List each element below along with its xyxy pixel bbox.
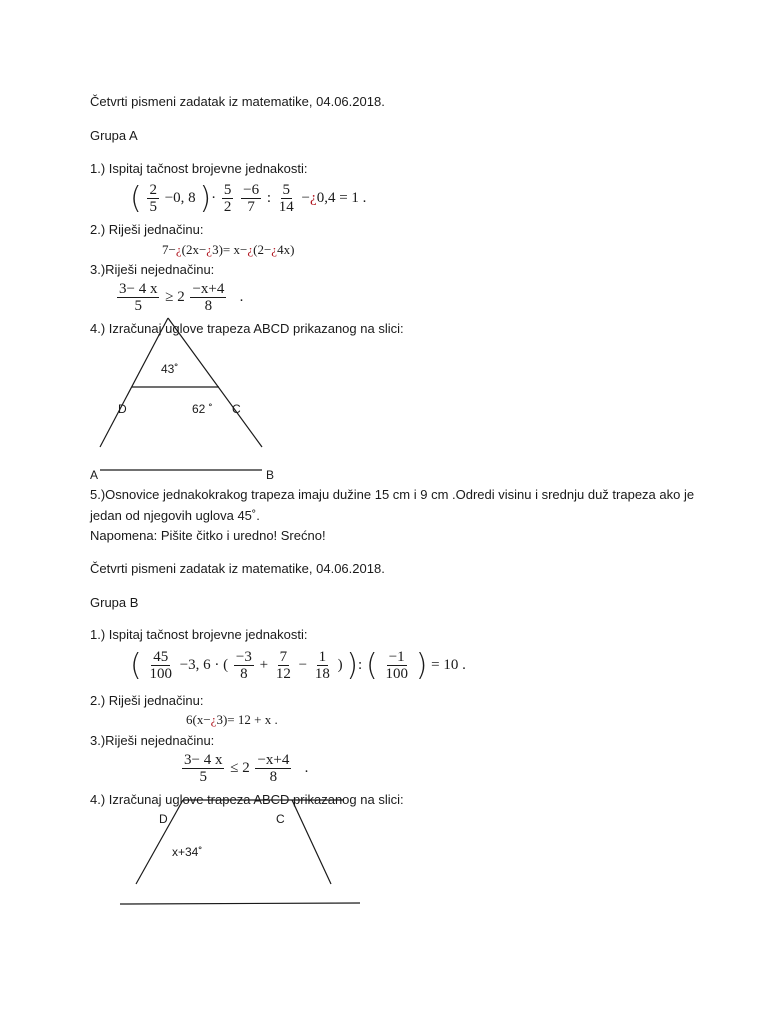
leg-right xyxy=(168,318,262,447)
task1-b-label xyxy=(90,627,308,642)
leg-right-b xyxy=(292,800,331,884)
group-a-title: Grupa A xyxy=(90,128,138,143)
paren-close: ) xyxy=(415,648,428,683)
task2-b-equation: 6(x−¿3)= 12 + x . xyxy=(186,712,278,727)
vertex-d: D xyxy=(118,402,127,416)
fraction: $\frac{1}{18}$ xyxy=(314,649,330,682)
task5-a-line2: jedan od njegovih uglova 45˚. xyxy=(90,508,260,523)
paren-close: ) xyxy=(199,181,212,216)
fraction: $\frac{-6}{7}$ xyxy=(243,182,260,215)
base-b xyxy=(120,903,360,904)
task3-a-inequality: $\frac{3- 4 x}{5}$ ≥ 2 $\frac{-x+4}{8}$ . xyxy=(119,281,244,314)
vertex-a: A xyxy=(90,468,99,482)
task3-b-label: 3.)Riješi nejednačinu: xyxy=(90,733,215,748)
task2-a-equation: 7−¿(2x−¿3)= x−¿(2−¿4x) xyxy=(162,242,295,257)
angle-label-b: x+34˚ xyxy=(172,845,203,859)
paren-open: ( xyxy=(130,648,142,683)
fraction: $\frac{5}{14}$ xyxy=(278,182,294,215)
fraction: $\frac{7}{12}$ xyxy=(275,649,291,682)
group-b-title: Grupa B xyxy=(90,595,139,610)
task3-b-inequality: $\frac{3- 4 x}{5}$ ≤ 2 $\frac{-x+4}{8}$ . xyxy=(184,752,309,785)
term: −0, 8 xyxy=(164,189,196,206)
header-a: Četvrti pismeni zadatak iz matematike, 04.06.2018. xyxy=(90,94,385,109)
vertex-c: C xyxy=(232,402,241,416)
fraction: $\frac{45}{100}$ xyxy=(149,649,172,682)
task5-a-line1: 5.)Osnovice jednakokrakog trapeza imaju dužine 15 cm i 9 cm .Odredi visinu i srednju duž trapeza ako je xyxy=(90,487,695,502)
fraction: $\frac{-x+4}{8}$ xyxy=(257,752,290,785)
task4-b-label: 4.) Izračunaj uglove trapeza ABCD prikazanog na slici: xyxy=(90,792,404,807)
fraction: $\frac{3- 4 x}{5}$ xyxy=(119,281,158,314)
note-a: Napomena: Pišite čitko i uredno! Srećno! xyxy=(90,528,326,543)
angle-label: 62 ˚ xyxy=(192,402,213,416)
vertex-c-b: C xyxy=(276,812,285,826)
leg-left xyxy=(100,318,168,447)
fraction: $\frac{-1}{100}$ xyxy=(385,649,408,682)
angle-label: 43˚ xyxy=(161,362,179,376)
fraction: $\frac{-3}{8}$ xyxy=(235,649,252,682)
fraction: $\frac{3- 4 x}{5}$ xyxy=(184,752,223,785)
fraction: $\frac{-x+4}{8}$ xyxy=(192,281,225,314)
task4-a-label: 4.) Izračunaj uglove trapeza ABCD prikazanog na slici: xyxy=(90,321,404,336)
task1-b-text: 1.) Ispitaj tačnost brojevne jednakosti: xyxy=(90,627,308,642)
paren-open: ( xyxy=(130,181,142,216)
task2-b-label: 2.) Riješi jednačinu: xyxy=(90,693,204,708)
header-b: Četvrti pismeni zadatak iz matematike, 04.06.2018. xyxy=(90,561,385,576)
task1-a-equation: ( $\frac{2}{5}$ −0, 8 )· $\frac{5}{2}$ $\frac{-6}{7}$ : $\frac{5}{14}$ −¿0,4 = 1 . xyxy=(130,181,367,216)
vertex-b: B xyxy=(266,468,275,482)
fraction: $\frac{5}{2}$ xyxy=(223,182,232,215)
vertex-d-b: D xyxy=(159,812,168,826)
paren-close: ) xyxy=(346,648,359,683)
paren-open: ( xyxy=(365,648,378,683)
task2-a-label: 2.) Riješi jednačinu: xyxy=(90,222,204,237)
task1-a-text: 1.) Ispitaj tačnost brojevne jednakosti: xyxy=(90,161,308,176)
task1-b-equation: ( $\frac{45}{100}$ −3, 6 · ( $\frac{-3}{8}$ + $\frac{7}{12}$ − $\frac{1}{18}$ ) ): ( $\frac{-1}{100}$ ) = 10 . xyxy=(130,648,466,683)
fraction: $\frac{2}{5}$ xyxy=(149,182,157,215)
task3-a-label: 3.)Riješi nejednačinu: xyxy=(90,262,215,277)
colon: : xyxy=(266,189,272,206)
